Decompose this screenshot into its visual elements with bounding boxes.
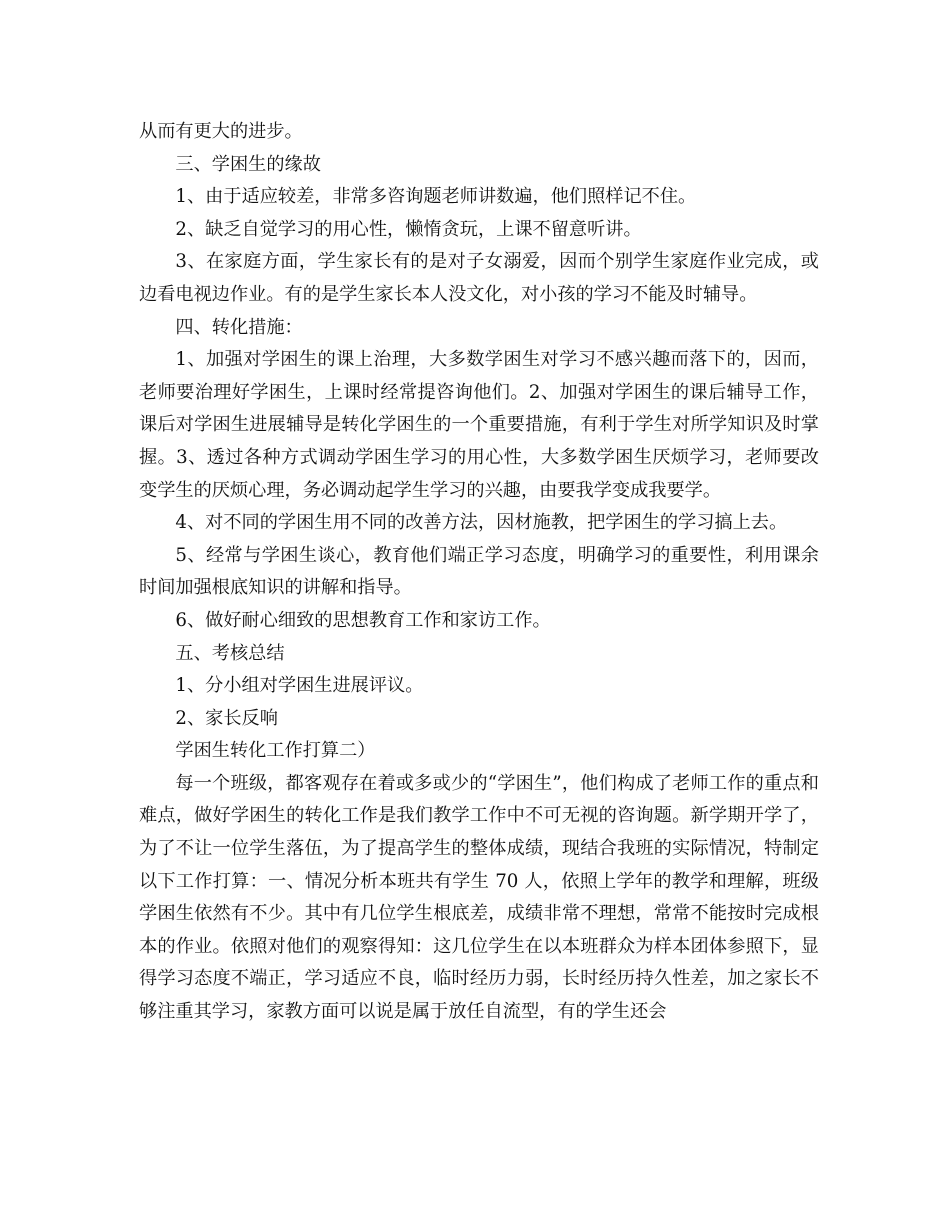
paragraph-reason-3: 3、在家庭方面，学生家长有的是对子女溺爱，因而个别学生家庭作业完成，或边看电视边作业。有的是学生家长本人没文化，对小孩的学习不能及时辅导。 (139, 251, 819, 305)
paragraph-1: 从而有更大的进步。 (139, 121, 303, 142)
paragraph-measure-6: 6、做好耐心细致的思想教育工作和家访工作。 (175, 609, 551, 631)
paragraph-reason-1: 1、由于适应较差，非常多咨询题老师讲数遍，他们照样记不住。 (175, 186, 697, 208)
document-body (139, 116, 819, 1029)
paragraph-measure-5: 5、经常与学困生谈心，教育他们端正学习态度，明确学习的重要性，利用课余时间加强根底知识的讲解和指导。 (139, 544, 819, 599)
section-heading-reasons: 三、学困生的缘故 (175, 153, 321, 175)
paragraph-plan-two-body: 每一个班级，都客观存在着或多或少的“学困生”，他们构成了老师工作的重点和难点，做好学困生的转化工作是我们教学工作中不可无视的咨询题。新学期开学了，为了不让一位学生落伍，为了提高学生的整体成绩，现结合我班的实际情况，特制定以下工作打算：一、情况分析本班共有学生 70 人，依照上学年的教学和理解，班级学困生依然有不少。其中有几位学生根底差，成绩非常不理想，常常不能按时完成根本的作业。依照对他们的观察得知：这几位学生在以本班群众为样本团体参照下，显得学习态度不端正，学习适应不良，临时经历力弱，长时经历持久性差，加之家长不够注重其学习，家教方面可以说是属于放任自流型，有的学生还会 (139, 772, 819, 1023)
paragraph-assessment-2: 2、家长反响 (175, 707, 278, 729)
paragraph-measure-1-3: 1、加强对学困生的课上治理，大多数学困生对学习不感兴趣而落下的，因而，老师要治理好学困生，上课时经常提咨询他们。2、加强对学困生的课后辅导工作，课后对学困生进展辅导是转化学困生的一个重要措施，有利于学生对所学知识及时掌握。3、透过各种方式调动学困生学习的用心性，大多数学困生厌烦学习，老师要改变学生的厌烦心理，务必调动起学生学习的兴趣，由要我学变成我要学。 (139, 349, 819, 501)
section-heading-measures: 四、转化措施： (175, 316, 303, 338)
paragraph-measure-4: 4、对不同的学困生用不同的改善方法，因材施教，把学困生的学习搞上去。 (175, 512, 788, 534)
section-heading-assessment: 五、考核总结 (175, 642, 285, 664)
section-heading-plan-two: 学困生转化工作打算二） (175, 740, 376, 762)
paragraph-reason-2: 2、缺乏自觉学习的用心性，懒惰贪玩，上课不留意听讲。 (175, 218, 642, 240)
paragraph-assessment-1: 1、分小组对学困生进展评议。 (175, 675, 424, 697)
